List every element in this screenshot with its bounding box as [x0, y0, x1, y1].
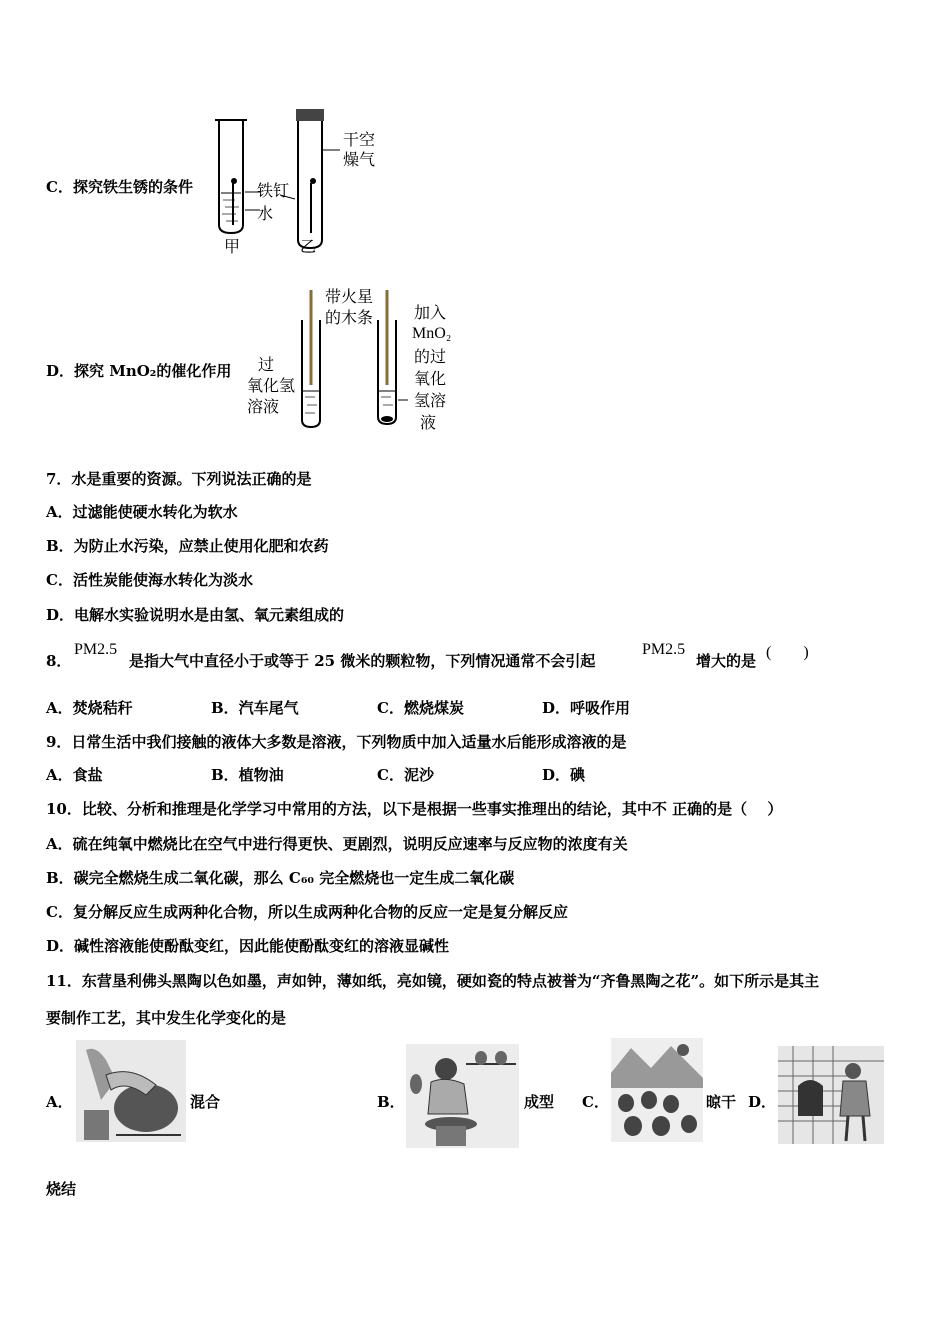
q11-option-d-text: 烧结	[46, 1180, 77, 1198]
q9-option-c: C．泥沙	[377, 766, 434, 784]
q7-option-d: D．电解水实验说明水是由氢、氧元素组成的	[46, 606, 345, 624]
label-left-3: 溶液	[247, 397, 280, 416]
label-tube-b: 乙	[300, 237, 317, 256]
q8-pm25-2: PM2.5	[642, 641, 686, 658]
q11-option-c-text: 晾干	[706, 1093, 737, 1111]
q11-option-c-letter: C．	[582, 1093, 609, 1111]
label-splint-1: 带火星	[325, 287, 374, 306]
label-splint-2: 的木条	[325, 308, 374, 327]
q11-option-d-letter: D．	[748, 1093, 777, 1111]
label-right-1: 加入	[414, 303, 447, 322]
label-right-5: 氢溶	[414, 391, 447, 410]
label-left-2: 氧化氢	[247, 376, 296, 395]
q8-text-1: 是指大气中直径小于或等于 25 微米的颗粒物，下列情况通常不会引起	[129, 652, 596, 670]
q11-option-a-letter: A．	[46, 1093, 73, 1111]
label-left-1: 过	[258, 355, 275, 374]
q10-stem: 10．比较、分析和推理是化学学习中常用的方法，以下是根据一些事实推理出的结论，其中不 正确的是（ ）	[46, 800, 783, 818]
q6-option-d: D．探究 MnO₂的催化作用	[46, 362, 232, 380]
q9-option-d: D．碘	[542, 766, 586, 784]
q11-option-b-text: 成型	[524, 1093, 555, 1111]
q10-option-a: A．硫在纯氧中燃烧比在空气中进行得更快、更剧烈，说明反应速率与反应物的浓度有关	[46, 835, 628, 853]
q7-stem: 7．水是重要的资源。下列说法正确的是	[46, 470, 312, 488]
q10-option-d: D．碱性溶液能使酚酞变红，因此能使酚酞变红的溶液显碱性	[46, 937, 450, 955]
q11-option-a-text: 混合	[190, 1093, 221, 1111]
q11-stem-line-1: 11．东营垦利佛头黑陶以色如墨，声如钟，薄如纸，亮如镜，硬如瓷的特点被誉为“齐鲁黑陶之花”。如下所示是其主	[46, 972, 820, 990]
label-right-4: 氧化	[414, 369, 447, 388]
q8-option-d: D．呼吸作用	[542, 699, 631, 717]
q9-stem: 9．日常生活中我们接触的液体大多数是溶液，下列物质中加入适量水后能形成溶液的是	[46, 733, 627, 751]
drying-pottery-picture	[611, 1038, 703, 1142]
q7-option-a: A．过滤能使硬水转化为软水	[46, 503, 238, 521]
label-nail: 铁钉	[257, 181, 290, 200]
mixing-clay-picture	[76, 1040, 186, 1142]
q7-option-c: C．活性炭能使海水转化为淡水	[46, 571, 253, 589]
q8-pm25-1: PM2.5	[74, 641, 118, 658]
label-right-6: 液	[420, 413, 437, 432]
q9-option-a: A．食盐	[46, 766, 103, 784]
label-tube-a: 甲	[224, 237, 241, 256]
q8-text-2: 增大的是	[696, 652, 757, 670]
firing-kiln-picture	[778, 1046, 884, 1144]
q9-option-b: B．植物油	[211, 766, 284, 784]
q8-option-b: B．汽车尾气	[211, 699, 299, 717]
q10-option-c: C．复分解反应生成两种化合物，所以生成两种化合物的反应一定是复分解反应	[46, 903, 568, 921]
q11-option-b-letter: B．	[377, 1093, 405, 1111]
q8-paren: ( )	[766, 644, 809, 661]
q7-option-b: B．为防止水污染，应禁止使用化肥和农药	[46, 537, 329, 555]
q11-stem-line-2: 要制作工艺，其中发生化学变化的是	[46, 1009, 287, 1027]
label-water: 水	[257, 204, 274, 223]
shaping-pottery-picture	[406, 1044, 519, 1148]
label-dry-air-1: 干空	[343, 130, 376, 149]
q6-option-c: C．探究铁生锈的条件	[46, 178, 193, 196]
label-right-3: 的过	[414, 347, 447, 366]
q8-number: 8．	[46, 652, 72, 670]
q10-option-b: B．碳完全燃烧生成二氧化碳，那么 C₆₀ 完全燃烧也一定生成二氧化碳	[46, 869, 515, 887]
q8-option-c: C．燃烧煤炭	[377, 699, 464, 717]
label-right-2: MnO₂	[412, 325, 452, 342]
label-dry-air-2: 燥气	[343, 150, 376, 169]
q8-option-a: A．焚烧秸秆	[46, 699, 133, 717]
